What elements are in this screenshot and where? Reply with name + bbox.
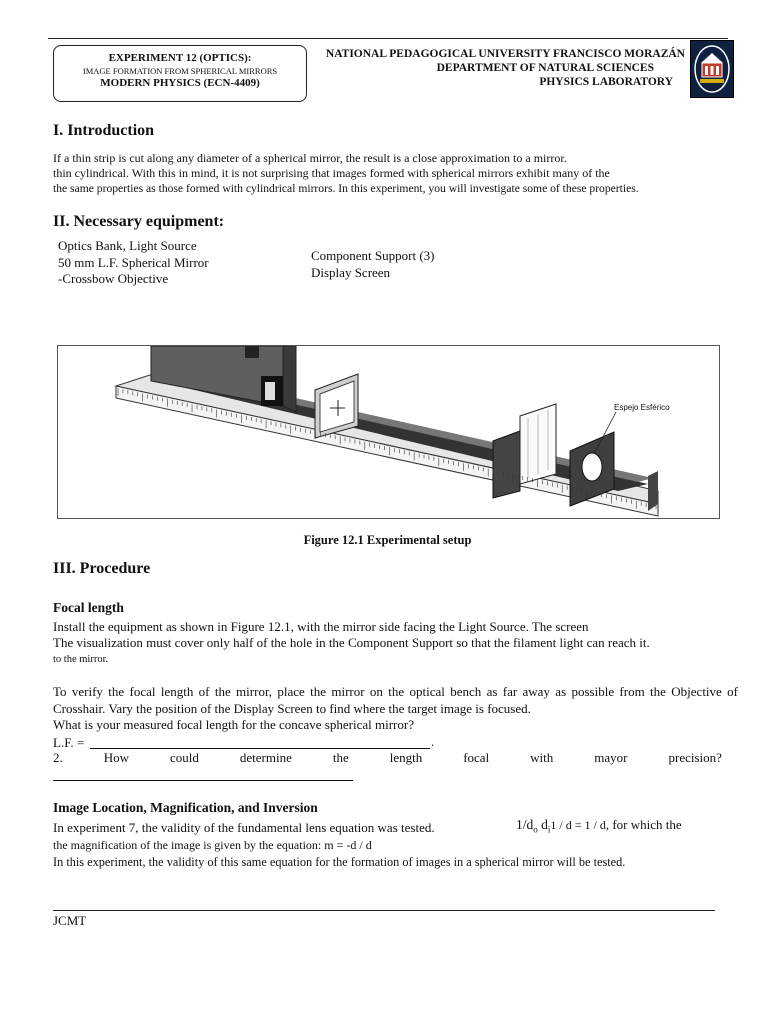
question-2-word: 2. [53, 750, 63, 765]
lf-label: L.F. = [53, 735, 85, 750]
equipment-item: Display Screen [311, 265, 391, 280]
question-2-word: with [530, 750, 554, 765]
department-name: DEPARTMENT OF NATURAL SCIENCES [436, 62, 654, 74]
question-2-word: length [389, 750, 423, 765]
lf-answer-line[interactable] [90, 748, 430, 749]
image-line: In experiment 7, the validity of the fundamental lens equation was tested. [53, 820, 435, 835]
question-2-word: determine [239, 750, 292, 765]
image-line: the magnification of the image is given by the equation: m = -d / d [53, 838, 372, 852]
header-rule [48, 38, 728, 39]
mirror-label: Espejo Esférico [614, 403, 670, 412]
question-2-word: could [170, 750, 199, 765]
footer-initials: JCMT [53, 913, 87, 928]
intro-heading: I. Introduction [53, 122, 155, 139]
equipment-item: Optics Bank, Light Source [58, 238, 197, 253]
optics-bench-illustration [58, 346, 719, 518]
equation-subscript: o [533, 824, 538, 835]
image-location-heading: Image Location, Magnification, and Inversion [53, 800, 318, 815]
equation-part: 1 / d = 1 / d [550, 818, 606, 832]
intro-paragraph-line: the same properties as those formed with cylindrical mirrors. In this experiment, you will investigate some of these properties. [53, 182, 639, 195]
question-2-word: focal [463, 750, 490, 765]
university-logo [690, 40, 734, 98]
question-2-word: mayor [594, 750, 628, 765]
punctuation: . [431, 734, 435, 749]
procedure-line: Install the equipment as shown in Figure 12.1, with the mirror side facing the Light Source. The screen [53, 619, 589, 634]
experimental-setup-figure [57, 345, 720, 519]
institution-name: NATIONAL PEDAGOGICAL UNIVERSITY FRANCISCO MORAZÁN [325, 48, 685, 60]
lens-equation [516, 817, 682, 838]
figure-caption: Figure 12.1 Experimental setup [303, 533, 472, 547]
question-2-answer-line[interactable] [53, 780, 353, 781]
procedure-heading: III. Procedure [53, 560, 151, 577]
equipment-item: 50 mm L.F. Spherical Mirror [58, 255, 209, 270]
equation-subscript: i [547, 824, 551, 835]
equipment-heading: II. Necessary equipment: [53, 213, 225, 230]
question-2-word: the [332, 750, 349, 765]
equipment-item: -Crossbow Objective [58, 271, 169, 286]
experiment-title: EXPERIMENT 12 (OPTICS): [108, 52, 252, 64]
equation-part: d [537, 817, 548, 832]
procedure-line: to the mirror. [53, 654, 109, 665]
focal-question: What is your measured focal length for the concave spherical mirror? [53, 717, 414, 732]
experiment-subtitle: IMAGE FORMATION FROM SPHERICAL MIRRORS [82, 66, 278, 76]
focal-length-heading: Focal length [53, 600, 124, 615]
experiment-title-box [53, 45, 307, 102]
equipment-item: Component Support (3) [311, 248, 435, 263]
verify-line: Crosshair. Vary the position of the Display Screen to find where the target image is focused. [53, 701, 531, 716]
equation-part: 1/d [516, 817, 534, 832]
image-line: In this experiment, the validity of this same equation for the formation of images in a spherical mirror will be tested. [53, 855, 626, 869]
question-2-word: How [103, 750, 130, 765]
verify-line: To verify the focal length of the mirror, place the mirror on the optical bench as far away as possible from the Objective of [53, 684, 738, 699]
intro-paragraph-line: thin cylindrical. With this in mind, it is not surprising that images formed with spherical mirrors exhibit many of the [53, 166, 610, 180]
course-name: MODERN PHYSICS (ECN-4409) [100, 77, 260, 89]
question-2-row [53, 750, 722, 766]
procedure-line: The visualization must cover only half of the hole in the Component Support so that the filament light can reach it. [53, 635, 650, 650]
question-2-word: precision? [668, 750, 722, 765]
footer-rule [53, 910, 715, 911]
intro-paragraph-line: If a thin strip is cut along any diameter of a spherical mirror, the result is a close approximation to a mirror. [53, 151, 567, 165]
lab-name: PHYSICS LABORATORY [539, 76, 673, 88]
equation-tail: , for which the [605, 817, 682, 832]
